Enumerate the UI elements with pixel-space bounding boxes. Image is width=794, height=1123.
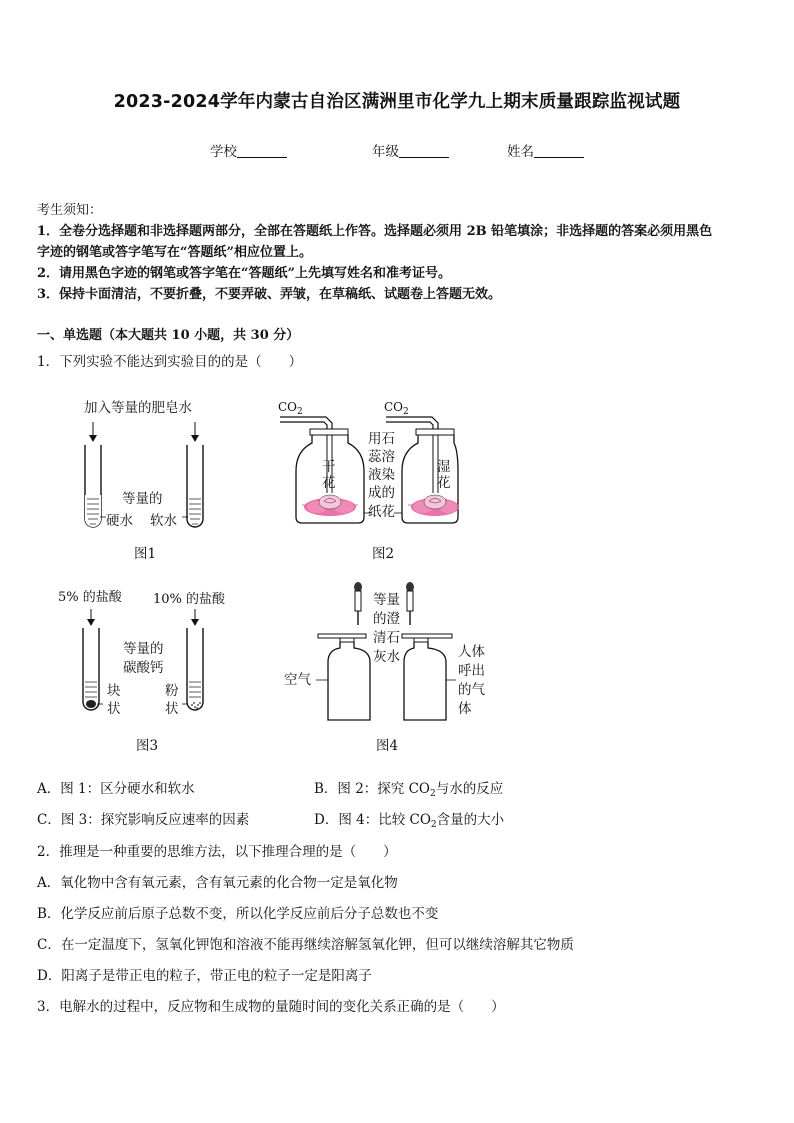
fig3-powder-2: 状 <box>165 701 179 717</box>
name-field[interactable] <box>507 140 584 160</box>
fig2-mid-4: 成的 <box>368 485 395 501</box>
fig1-soft-water-label: 软水 <box>150 513 177 529</box>
figure-3 <box>55 587 250 762</box>
grade-blank[interactable] <box>399 143 449 158</box>
fig3-lump-1: 块 <box>107 683 121 699</box>
fig4-breath-4: 体 <box>458 701 472 717</box>
q2-option-c[interactable]: C．在一定温度下，氢氧化钾饱和溶液不能再继续溶解氢氧化钾，但可以继续溶解其它物质 <box>37 937 574 953</box>
q1-option-d[interactable]: D．图 4：比较 $CO_2$含量的大小 <box>314 812 505 830</box>
fig2-caption: 图2 <box>372 546 395 562</box>
fig4-mid-4: 灰水 <box>373 649 400 665</box>
fig3-mid-2: 碳酸钙 <box>123 660 164 676</box>
fig3-mid-1: 等量的 <box>123 641 164 657</box>
fig1-hard-water-label: 硬水 <box>106 513 133 529</box>
name-label: 姓名 <box>507 144 534 160</box>
fig1-mid-label: 等量的 <box>122 491 163 507</box>
fig2-co2-left: $CO_2$ <box>278 400 303 417</box>
section-heading: 一、单选题（本大题共 10 小题，共 30 分） <box>37 328 300 343</box>
fig3-right-acid: 10% 的盐酸 <box>153 592 226 607</box>
fig2-mid-2: 蕊溶 <box>368 449 395 465</box>
fig4-breath-2: 呼出 <box>458 663 485 679</box>
figure-2 <box>272 395 472 570</box>
page-title: 2023-2024学年内蒙古自治区满洲里市化学九上期末质量跟踪监视试题 <box>113 92 681 112</box>
q2-option-d[interactable]: D．阳离子是带正电的粒子，带正电的粒子一定是阳离子 <box>37 968 372 984</box>
name-blank[interactable] <box>534 143 584 158</box>
fig2-mid-1: 用石 <box>368 431 395 447</box>
fig3-caption: 图3 <box>136 738 159 754</box>
fig3-powder-1: 粉 <box>165 683 179 699</box>
notice-item-1-line-2: 字迹的钢笔或答字笔写在“答题纸”相应位置上。 <box>37 245 312 260</box>
q1-option-a[interactable]: A．图 1：区分硬水和软水 <box>37 781 195 797</box>
q1-option-b[interactable]: B．图 2：探究 $CO_2$与水的反应 <box>314 781 504 799</box>
fig1-top-label: 加入等量的肥皂水 <box>84 400 192 416</box>
notice-item-2: 2．请用黑色字迹的钢笔或答字笔在“答题纸”上先填写姓名和准考证号。 <box>37 266 452 281</box>
fig4-mid-3: 清石 <box>373 630 400 646</box>
question-2-stem: 2．推理是一种重要的思维方法，以下推理合理的是（ ） <box>37 844 397 860</box>
fig2-dry-1: 干 <box>322 459 336 475</box>
fig4-air-label: 空气 <box>284 672 311 688</box>
question-1-stem: 1．下列实验不能达到实验目的的是（ ） <box>37 354 303 370</box>
fig2-co2-right: $CO_2$ <box>384 400 409 417</box>
fig2-mid-5: 纸花 <box>368 504 395 520</box>
fig4-breath-3: 的气 <box>458 682 485 698</box>
q1-option-c[interactable]: C．图 3：探究影响反应速率的因素 <box>37 812 250 828</box>
fig4-mid-1: 等量 <box>373 592 400 608</box>
q2-option-b[interactable]: B．化学反应前后原子总数不变，所以化学反应前后分子总数也不变 <box>37 906 439 922</box>
figure-4 <box>280 578 490 762</box>
grade-label: 年级 <box>372 144 399 160</box>
question-3-stem: 3．电解水的过程中，反应物和生成物的量随时间的变化关系正确的是（ ） <box>37 999 505 1015</box>
notice-heading: 考生须知： <box>37 203 103 218</box>
fig4-breath-1: 人体 <box>458 644 485 660</box>
grade-field[interactable] <box>372 140 449 160</box>
fig1-caption: 图1 <box>134 546 157 562</box>
fig3-lump-2: 状 <box>107 701 121 717</box>
fig3-left-acid: 5% 的盐酸 <box>58 590 122 605</box>
fig4-mid-2: 的澄 <box>373 611 400 627</box>
notice-item-1-line-1: 1．全卷分选择题和非选择题两部分，全部在答题纸上作答。选择题必须用 2B 铅笔填涂；非选择题的答案必须用黑色 <box>37 224 713 239</box>
notice-item-3: 3．保持卡面清洁，不要折叠，不要弄破、弄皱，在草稿纸、试题卷上答题无效。 <box>37 287 502 302</box>
fig2-dry-2: 花 <box>322 475 336 491</box>
fig2-wet-1: 湿 <box>437 459 451 475</box>
fig4-caption: 图4 <box>376 738 399 754</box>
school-blank[interactable] <box>237 143 287 158</box>
q2-option-a[interactable]: A．氧化物中含有氧元素，含有氧元素的化合物一定是氧化物 <box>37 875 398 891</box>
fig2-wet-2: 花 <box>437 475 451 491</box>
school-label: 学校 <box>210 144 237 160</box>
figure-1 <box>60 395 250 570</box>
fig2-mid-3: 液染 <box>368 467 395 483</box>
school-field[interactable] <box>210 140 287 160</box>
